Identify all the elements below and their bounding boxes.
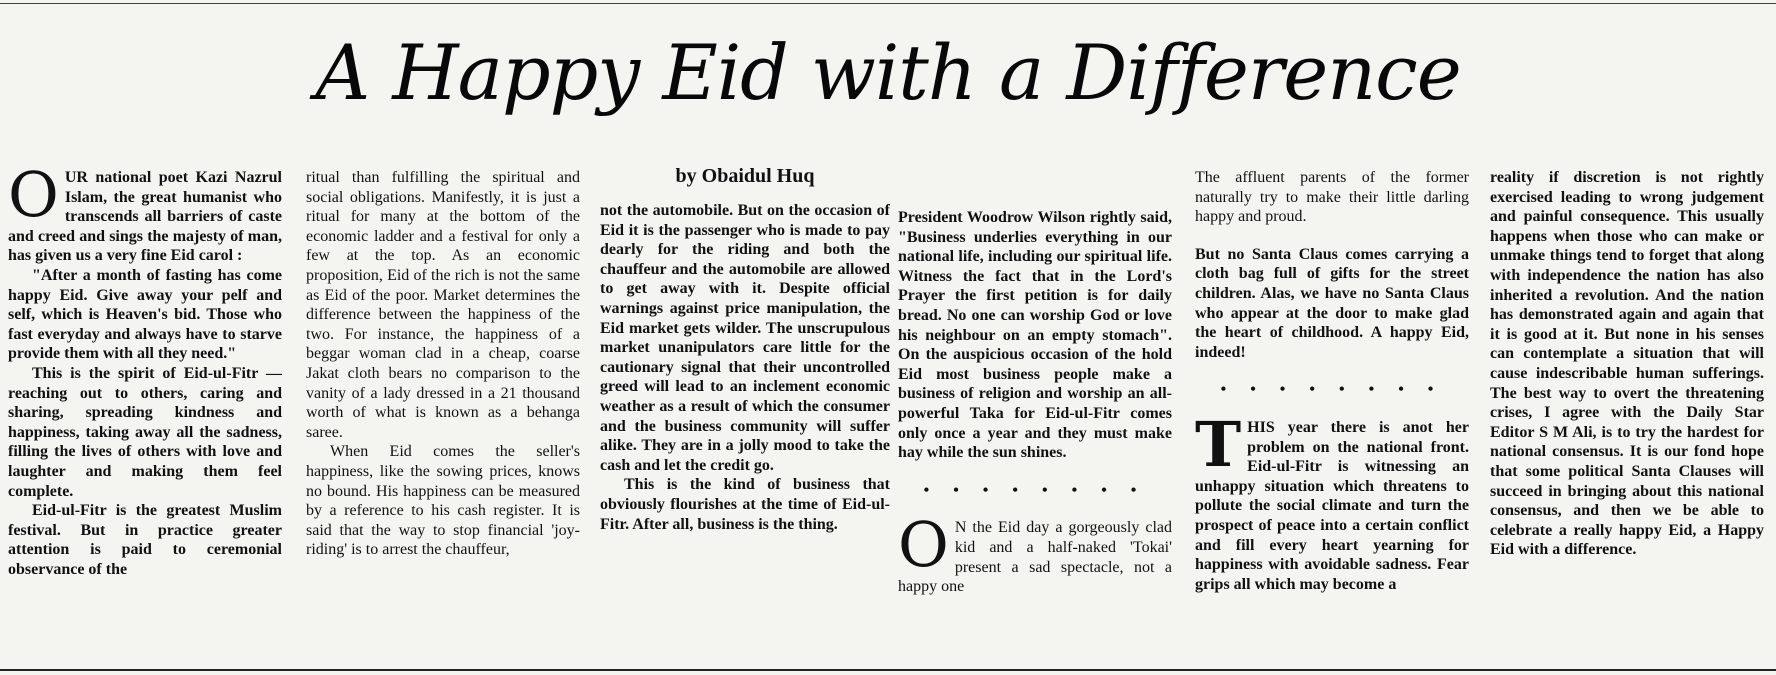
section-separator: • • • • • • • •	[1220, 381, 1444, 399]
headline: A Happy Eid with a Difference	[315, 28, 1461, 117]
article-column-4	[898, 208, 1172, 663]
drop-cap: T	[1195, 407, 1242, 481]
top-rule	[0, 3, 1776, 4]
paragraph: not the automobile. But on the occasion of Eid it is the passenger who is made to pay dearly for the riding and both the chauffeur and the automobile are allowed to get away with it. Despite official warnings against price manipulation, the Eid market gets wilder. The unscrupulous market unanipulators care little for the cautionary signal that their uncontrolled greed will lead to an inclement economic weather as a result of which the consumer and the business community will suffer alike. They are in a jolly mood to take the cash and let the credit go.	[600, 202, 890, 474]
paragraph: This is the kind of business that obviously flourishes at the time of Eid-ul-Fitr. After all, business is the thing.	[600, 476, 890, 533]
drop-cap: O	[898, 508, 949, 582]
byline: by Obaidul Huq	[675, 165, 815, 187]
paragraph: But no Santa Claus comes carrying a cloth bag full of gifts for the street children. Alas, we have no Santa Claus who appear at the door to make glad the heart of childhood. A happy Eid, indeed!	[1195, 245, 1469, 361]
paragraph: This is the spirit of Eid-ul-Fitr — reaching out to others, caring and sharing, spreading kindness and happiness, taking away all the sadness, filling the lives of others with love and laughter and making them feel complete.	[8, 364, 282, 500]
paragraph: THIS year there is anot her problem on the national front. Eid-ul-Fitr is witnessing an unhappy situation which threatens to pollute the social climate and turn the prospect of peace into a certain conflict and fill every heart yearning for happiness with avoidable sadness. Fear grips all which may become a	[1195, 407, 1469, 593]
article-column-3	[600, 165, 890, 660]
drop-cap: O	[8, 168, 59, 231]
paragraph: reality if discretion is not rightly exercised leading to wrong judgement and painful consequence. This usually happens when those who can make or unmake things tend to forget that along with independence the nation has also inherited a revolution. And the nation has demonstrated again and again that it is good at it. But none in his senses can contemplate a situation that will cause indescribable human sufferings. The best way to overt the threatening crises, I agree with the Daily Star Editor S M Ali, is to try the hardest for national consensus. It is our fond hope that some political Santa Clauses will succeed in bringing about this national consensus, and then we be able to celebrate a really happy Eid, a Happy Eid with a difference.	[1490, 169, 1764, 559]
paragraph: ritual than fulfilling the spiritual and social obligations. Manifestly, it is just a ritual for many at the bottom of the economic ladder and a festival for only a few at the top. As an economic proposition, Eid of the rich is not the same as Eid of the poor. Market determines the difference between the happiness of the two. For instance, the happiness of a beggar woman clad in a cheap, coarse Jakat cloth bears no comparison to the vanity of a lady dressed in a 21 thousand worth of what is known as a behanga saree.	[306, 169, 580, 441]
article-column-1	[8, 168, 282, 663]
bottom-rule	[0, 669, 1776, 671]
article-column-5	[1195, 168, 1469, 663]
paragraph: The affluent parents of the former naturally try to make their little darling happy and proud.	[1195, 169, 1469, 226]
paragraph: OUR national poet Kazi Nazrul Islam, the great humanist who transcends all barriers of caste and creed and sings the majesty of man, has given us a very fine Eid carol :	[8, 168, 282, 265]
article-column-6	[1490, 168, 1764, 663]
paragraph: O N the Eid day a gorgeously clad kid and a half-naked 'Tokai' present a sad spectacle, not a happy one	[898, 508, 1172, 596]
paragraph: "After a month of fasting has come happy Eid. Give away your pelf and self, which is Heaven's bid. Those who fast everyday and always have to starve provide them with all they need."	[8, 266, 282, 363]
spacer	[1195, 227, 1469, 245]
paragraph: Eid-ul-Fitr is the greatest Muslim festival. But in practice greater attention is paid to ceremonial observance of the	[8, 502, 282, 578]
section-separator: • • • • • • • •	[923, 481, 1147, 499]
paragraph: President Woodrow Wilson rightly said, "Business underlies everything in our national life, including our spiritual life. Witness the fact that in the Lord's Prayer the first petition is for daily bread. No one can worship God or love his neighbour on an empty stomach". On the auspicious occasion of the hold Eid most business people make a business of religion and worship an all-powerful Taka for Eid-ul-Fitr comes only once a year and they must make hay while the sun shines.	[898, 209, 1172, 462]
article-column-2	[306, 168, 580, 663]
paragraph: When Eid comes the seller's happiness, like the sowing prices, knows no bound. His happiness can be measured by a reference to his cash register. It is said that the way to stop financial 'joy-riding' is to arrest the chauffeur,	[306, 443, 580, 559]
